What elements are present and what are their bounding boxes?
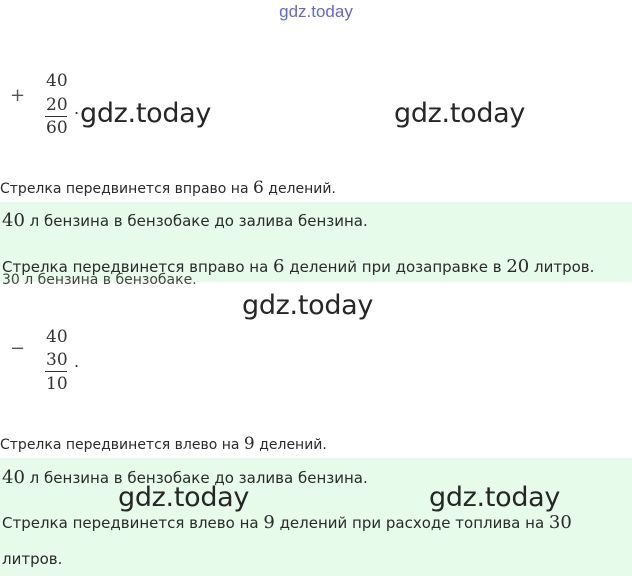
- result-sub-num2: 30: [548, 512, 572, 533]
- arrow-right-num: 6: [252, 178, 264, 198]
- watermark-bottom-left: gdz.today: [118, 482, 250, 513]
- arrow-right-line: [0, 178, 336, 198]
- difference-bar: [45, 371, 67, 372]
- sum-result: 60: [46, 118, 68, 138]
- fuel-before-sub-text: л бензина в бензобаке до залива бензина.: [24, 469, 368, 487]
- addend-top: 40: [46, 71, 68, 91]
- addend-second: 20: [46, 95, 68, 115]
- result-sub: [2, 512, 572, 533]
- difference-result: 10: [46, 374, 68, 394]
- result-sub-mid: делений при расходе топлива на: [274, 514, 549, 532]
- result-sub-num1: 9: [263, 512, 275, 533]
- difference-dot: .: [74, 352, 80, 371]
- partial-text-inner: 30 л бензина в бензобаке.: [2, 272, 197, 288]
- arrow-left-line: [0, 434, 327, 454]
- watermark-bottom-right: gdz.today: [429, 482, 561, 513]
- result-add-suffix: литров.: [529, 258, 595, 276]
- sum-bar: [45, 116, 67, 117]
- fuel-before-add-text: л бензина в бензобаке до залива бензина.: [24, 212, 368, 230]
- arrow-right-text: Стрелка передвинется вправо на: [0, 181, 253, 197]
- watermark-top-left: gdz.today: [80, 98, 212, 129]
- fuel-before-add: [2, 210, 368, 231]
- result-sub-line2: литров.: [2, 550, 63, 568]
- arrow-left-suffix: делений.: [254, 437, 327, 453]
- plus-operator: +: [10, 85, 26, 106]
- partial-text: [2, 272, 197, 288]
- minus-operator: −: [10, 338, 26, 359]
- site-header-link[interactable]: gdz.today: [279, 2, 353, 21]
- result-add-prefix: Стрелка передвинется вправо на: [2, 258, 274, 276]
- result-add-num2: 20: [506, 256, 530, 277]
- fuel-before-sub-num: 40: [2, 467, 25, 488]
- result-sub-prefix: Стрелка передвинется влево на: [2, 514, 264, 532]
- watermark-top-right: gdz.today: [394, 98, 526, 129]
- sum-dot: .: [74, 99, 80, 118]
- fuel-before-add-num: 40: [2, 210, 25, 231]
- arrow-left-num: 9: [243, 434, 255, 454]
- watermark-middle: gdz.today: [242, 290, 374, 321]
- arrow-left-text: Стрелка передвинется влево на: [0, 437, 244, 453]
- arrow-right-suffix: делений.: [263, 181, 336, 197]
- result-add-num1: 6: [273, 256, 285, 277]
- subtrahend: 30: [46, 350, 68, 370]
- minuend-top: 40: [46, 327, 68, 347]
- result-add-mid: делений при дозаправке в: [284, 258, 507, 276]
